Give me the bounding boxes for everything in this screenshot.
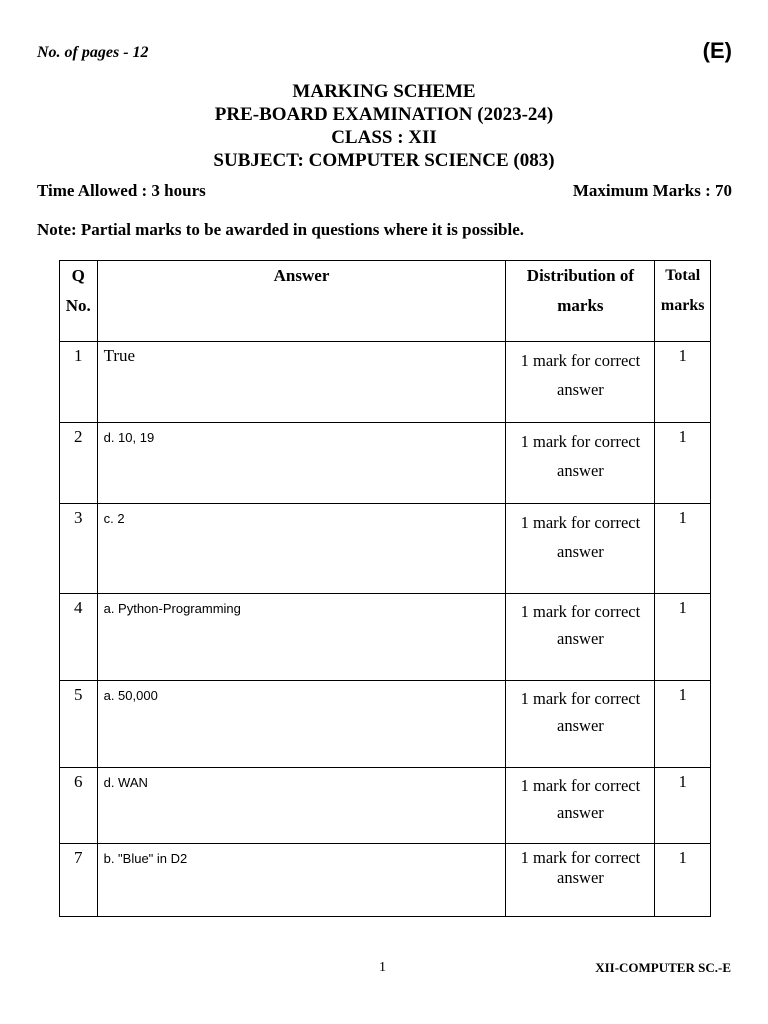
row-distribution [506, 681, 655, 768]
row-distribution [506, 342, 655, 423]
row-total: 1 [655, 594, 711, 681]
header-distribution-line2: marks [557, 296, 604, 315]
row-distribution [506, 844, 655, 917]
header-q-no-line1: Q [71, 266, 85, 285]
row-total: 1 [655, 768, 711, 844]
row-answer [97, 594, 506, 681]
header-total-line1: Total [665, 267, 701, 284]
document-title-block [0, 80, 768, 172]
distribution-line2: answer [557, 716, 604, 735]
table-row [60, 423, 711, 504]
maximum-marks: Maximum Marks : 70 [572, 181, 732, 200]
paper-code-footer: XII-COMPUTER SC.-E [595, 960, 731, 975]
row-q-number: 1 [60, 342, 98, 423]
set-code-label: (E) [702, 38, 732, 63]
header-distribution-line1: Distribution of [526, 266, 635, 285]
row-answer [97, 844, 506, 917]
distribution-line1: 1 mark for correct [520, 602, 641, 621]
title-class: CLASS : XII [331, 127, 437, 148]
distribution-line1: 1 mark for correct [520, 776, 641, 795]
table-row [60, 342, 711, 423]
row-total: 1 [655, 423, 711, 504]
table-row [60, 844, 711, 917]
pages-count-note: No. of pages - 12 [37, 44, 149, 61]
row-q-number: 3 [60, 504, 98, 594]
marking-scheme-table [59, 260, 711, 917]
header-distribution [506, 261, 655, 342]
distribution-line2: answer [557, 629, 604, 648]
header-total-line2: marks [660, 297, 705, 314]
row-answer [97, 423, 506, 504]
row-total: 1 [655, 504, 711, 594]
distribution-line1: 1 mark for correct [520, 848, 641, 867]
header-total [655, 261, 711, 342]
row-distribution [506, 768, 655, 844]
header-q-no-line2: No. [65, 296, 91, 315]
answer-text: a. Python-Programming [103, 601, 241, 616]
table-header-row [60, 261, 711, 342]
row-distribution [506, 504, 655, 594]
row-answer [97, 681, 506, 768]
header-answer: Answer [97, 261, 506, 342]
title-examination: PRE-BOARD EXAMINATION (2023-24) [214, 104, 554, 125]
table-row [60, 594, 711, 681]
row-answer [97, 504, 506, 594]
row-q-number: 5 [60, 681, 98, 768]
answer-text: c. 2 [103, 511, 125, 526]
table-row [60, 504, 711, 594]
time-allowed: Time Allowed : 3 hours [37, 181, 206, 200]
row-q-number: 4 [60, 594, 98, 681]
answer-text: d. 10, 19 [103, 430, 155, 445]
distribution-line2: answer [557, 803, 604, 822]
row-distribution [506, 423, 655, 504]
title-subject: SUBJECT: COMPUTER SCIENCE (083) [213, 150, 555, 171]
row-q-number: 7 [60, 844, 98, 917]
row-total: 1 [655, 342, 711, 423]
partial-marks-note: Note: Partial marks to be awarded in questions where it is possible. [37, 220, 525, 239]
row-q-number: 2 [60, 423, 98, 504]
table-row [60, 768, 711, 844]
distribution-line1: 1 mark for correct [520, 513, 641, 532]
exam-meta-row [37, 181, 732, 201]
distribution-line2: answer [557, 461, 604, 480]
row-total: 1 [655, 681, 711, 768]
distribution-line2: answer [557, 868, 604, 887]
answer-text: d. WAN [103, 775, 148, 790]
distribution-line2: answer [557, 542, 604, 561]
distribution-line1: 1 mark for correct [520, 432, 641, 451]
row-distribution [506, 594, 655, 681]
page-number: 1 [379, 960, 386, 975]
row-answer [97, 342, 506, 423]
header-q-no [60, 261, 98, 342]
answer-text: True [103, 346, 136, 365]
row-q-number: 6 [60, 768, 98, 844]
row-total: 1 [655, 844, 711, 917]
row-answer [97, 768, 506, 844]
table-row [60, 681, 711, 768]
answer-text: a. 50,000 [103, 688, 158, 703]
distribution-line1: 1 mark for correct [520, 689, 641, 708]
distribution-line2: answer [557, 380, 604, 399]
distribution-line1: 1 mark for correct [520, 351, 641, 370]
answer-text: b. "Blue" in D2 [103, 851, 188, 866]
title-marking-scheme: MARKING SCHEME [292, 81, 476, 102]
